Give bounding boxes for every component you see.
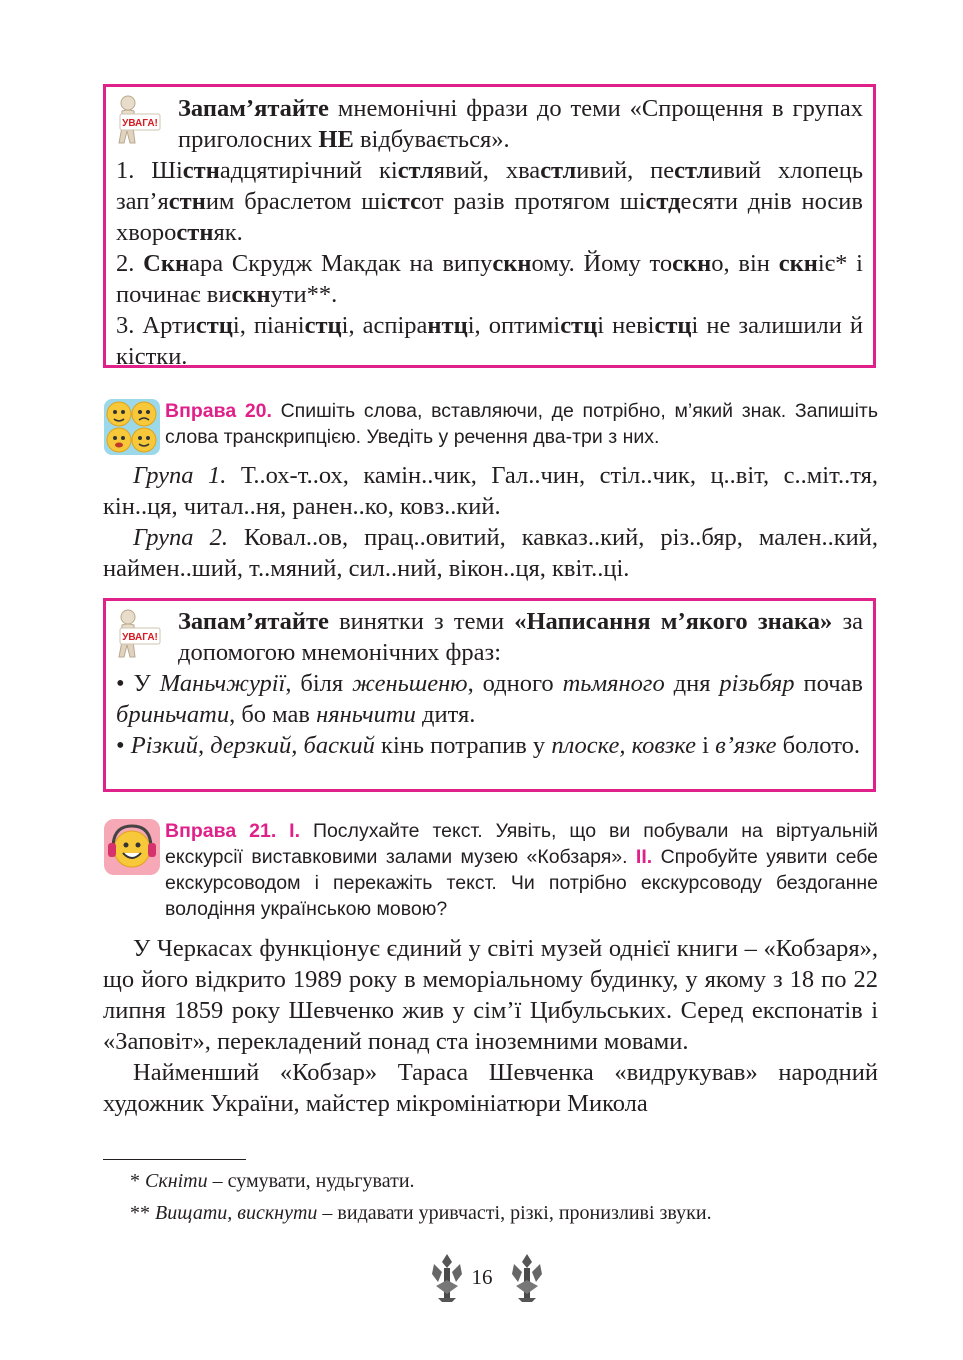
group-1: Група 1. Т..ох-т..ох, камін..чик, Гал..чин, стіл..чик, ц..віт, с..міт..тя, кін..ця, читал..ня, ранен..ко, ковз..кий. [103,462,878,520]
page-number: 16 [471,1265,493,1289]
paragraph-2: Найменший «Кобзар» Тараса Шевченка «видрукував» народний художник України, майстер мікромініатюри Микола [103,1059,878,1117]
exercise-21-text [103,933,878,1119]
memo1-line-2: 2. Скнара Скрудж Макдак на випускному. Йому тоскно, він скніє* і починає вискнути**. [116,250,863,308]
emoji-faces-icon [103,398,161,456]
memo2-intro: Запам’ятайте винятки з теми «Написання м’якого знака» за допомогою мнемонічних фраз: [178,608,863,666]
folk-ornament-icon [508,1252,546,1304]
memo1-intro: Запам’ятайте мнемонічні фрази до теми «Спрощення в групах приголосних НЕ відбувається». [178,95,863,153]
folk-ornament-icon [428,1252,466,1304]
memo1-line-1: 1. Шістнадцятирічний кістлявий, хвастливий, пестливий хлопець зап’ястним браслетом шістсот разів протягом шістдесяти днів носив хворостняк. [116,157,863,246]
exercise-21-task: Вправа 21. I. Послухайте текст. Уявіть, що ви побували на віртуальній екскурсії виставковими залами музею «Кобзаря». II. Спробуйте уявити себе екскурсоводом і перекажіть текст. Чи потрібно екскурсоводу бездоганне володіння українською мовою? [165,820,878,920]
exercise-20-task: Вправа 20. Спишіть слова, вставляючи, де потрібно, м’який знак. Запишіть слова транскрипцією. Уведіть у речення два-три з них. [165,400,878,448]
paragraph-1: У Черкасах функціонує єдиний у світі музей однієї книги – «Кобзаря», що його відкрито 1989 року в меморіальному будинку, у якому з 18 по 22 липня 1859 року Шевченко жив у сім’ї Цибульських. Серед експонатів і «Заповіт», перекладений понад ста іноземними мовами. [103,935,878,1055]
memo1-line-3: 3. Артистці, піаністці, аспірантці, оптимістці невістці не залишили й кістки. [116,312,863,370]
exercise-20-groups [103,460,878,584]
memo-box-2 [103,598,876,792]
exercise-20 [103,398,878,458]
uvaha-badge-text: УВАГА! [122,118,158,129]
uvaha-sign-icon [110,607,170,663]
exercise-20-label: Вправа 20. [165,400,272,422]
footnote-separator [103,1159,246,1160]
uvaha-badge-text: УВАГА! [122,632,158,643]
footnote-1: * Скніти – сумувати, нудьгувати. [130,1170,415,1192]
footnote-2: ** Вищати, вискнути – видавати уривчасті, різкі, пронизливі звуки. [130,1202,712,1224]
memo2-bullet-2: • Різкий, дерзкий, баский кінь потрапив у плоске, ковзке і в’язке болото. [116,732,860,759]
group-2: Група 2. Ковал..ов, прац..овитий, кавказ..кий, різ..бяр, мален..кий, наймен..ший, т..мяний, сил..ний, вікон..ця, квіт..ці. [103,524,879,582]
emoji-headphones-icon [103,818,161,876]
memo-box-1 [103,84,876,368]
exercise-21 [103,818,878,924]
memo2-bullet-1: • У Маньчжурії, біля женьшеню, одного тьмяного дня різьбяр почав бриньчати, бо мав няньчити дитя. [116,670,863,728]
exercise-21-label: Вправа 21. [165,820,277,842]
uvaha-sign-icon [110,93,170,149]
